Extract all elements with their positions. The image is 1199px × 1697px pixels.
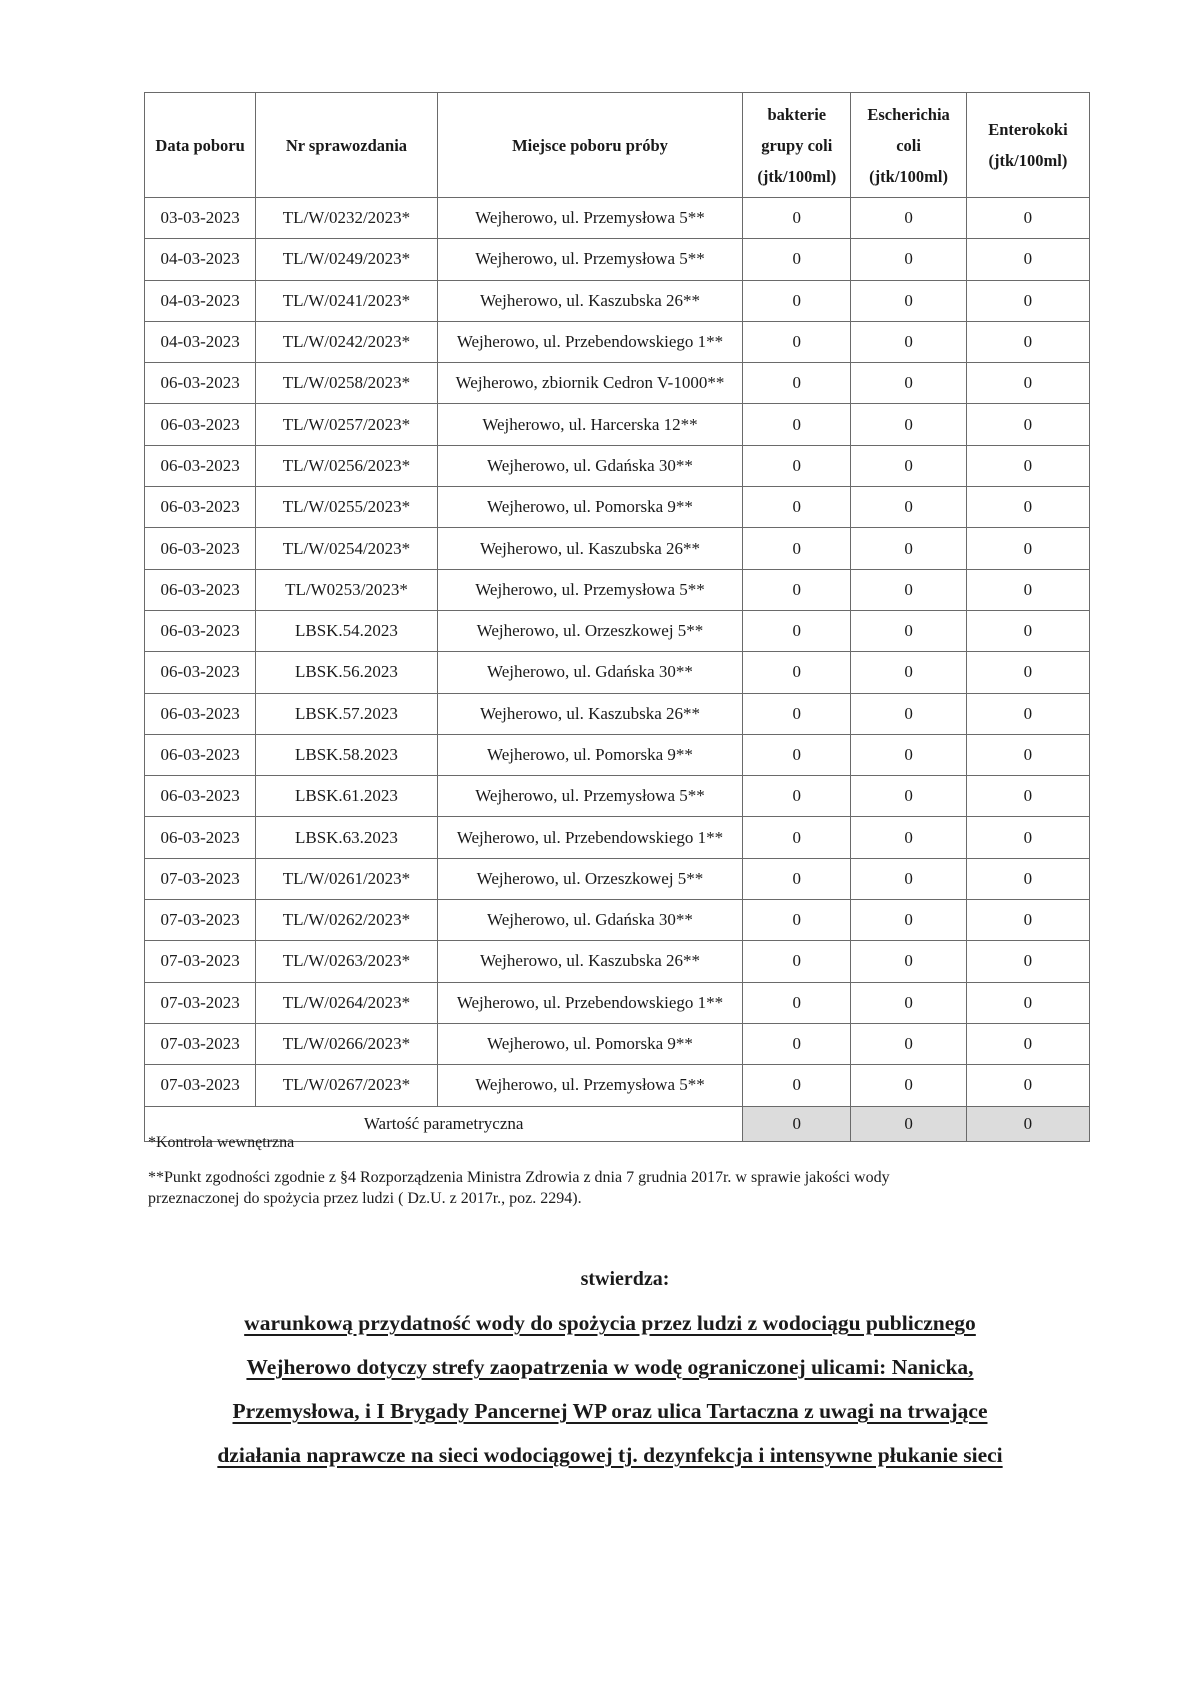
cell-coliform: 0 [743,363,851,404]
table-row [145,445,1090,486]
cell-ecoli: 0 [851,445,967,486]
header-ecoli-line: (jtk/100ml) [869,166,948,186]
cell-report-number: TL/W/0266/2023* [256,1023,437,1064]
cell-report-number: LBSK.63.2023 [256,817,437,858]
table-row [145,858,1090,899]
cell-ecoli: 0 [851,487,967,528]
cell-coliform: 0 [743,445,851,486]
cell-date: 06-03-2023 [145,817,256,858]
footnote-compliance-line: **Punkt zgodności zgodnie z §4 Rozporządzenia Ministra Zdrowia z dnia 7 grudnia 2017r. w sprawie jakości wody [148,1169,890,1186]
cell-coliform: 0 [743,198,851,239]
cell-report-number: TL/W/0258/2023* [256,363,437,404]
table-row [145,239,1090,280]
cell-sampling-place: Wejherowo, ul. Gdańska 30** [437,445,743,486]
cell-enterococci: 0 [966,900,1089,941]
cell-enterococci: 0 [966,363,1089,404]
cell-sampling-place: Wejherowo, ul. Pomorska 9** [437,1023,743,1064]
cell-ecoli: 0 [851,280,967,321]
decision-section [150,1268,1070,1477]
cell-sampling-place: Wejherowo, ul. Przemysłowa 5** [437,1065,743,1106]
footnote-compliance-point [148,1167,1028,1209]
cell-report-number: TL/W/0263/2023* [256,941,437,982]
cell-report-number: TL/W/0264/2023* [256,982,437,1023]
parametric-ecoli: 0 [851,1106,967,1141]
cell-report-number: TL/W/0232/2023* [256,198,437,239]
cell-date: 06-03-2023 [145,734,256,775]
table-row [145,1065,1090,1106]
cell-ecoli: 0 [851,982,967,1023]
cell-report-number: TL/W/0254/2023* [256,528,437,569]
decision-line: warunkową przydatność wody do spożycia przez ludzi z wodociągu publicznego [244,1311,976,1335]
table-row [145,280,1090,321]
cell-coliform: 0 [743,900,851,941]
cell-ecoli: 0 [851,1023,967,1064]
cell-sampling-place: Wejherowo, ul. Przemysłowa 5** [437,239,743,280]
cell-coliform: 0 [743,693,851,734]
cell-date: 07-03-2023 [145,900,256,941]
cell-date: 07-03-2023 [145,982,256,1023]
cell-ecoli: 0 [851,363,967,404]
cell-enterococci: 0 [966,445,1089,486]
header-ecoli-line: coli [896,135,921,155]
cell-date: 06-03-2023 [145,569,256,610]
table-row [145,900,1090,941]
cell-ecoli: 0 [851,198,967,239]
cell-coliform: 0 [743,239,851,280]
cell-date: 06-03-2023 [145,610,256,651]
cell-date: 03-03-2023 [145,198,256,239]
table-row [145,734,1090,775]
cell-date: 07-03-2023 [145,941,256,982]
cell-sampling-place: Wejherowo, ul. Gdańska 30** [437,652,743,693]
cell-enterococci: 0 [966,280,1089,321]
cell-sampling-place: Wejherowo, ul. Kaszubska 26** [437,280,743,321]
cell-coliform: 0 [743,280,851,321]
decision-heading: stwierdza: [580,1268,670,1290]
cell-enterococci: 0 [966,776,1089,817]
cell-date: 07-03-2023 [145,858,256,899]
table-row [145,652,1090,693]
cell-report-number: TL/W/0242/2023* [256,321,437,362]
header-ecoli [851,93,967,198]
cell-ecoli: 0 [851,528,967,569]
cell-date: 06-03-2023 [145,445,256,486]
cell-date: 04-03-2023 [145,239,256,280]
cell-coliform: 0 [743,569,851,610]
table-row [145,321,1090,362]
cell-sampling-place: Wejherowo, ul. Harcerska 12** [437,404,743,445]
cell-sampling-place: Wejherowo, ul. Kaszubska 26** [437,941,743,982]
cell-ecoli: 0 [851,776,967,817]
header-enterococci [966,93,1089,198]
cell-enterococci: 0 [966,528,1089,569]
cell-enterococci: 0 [966,1065,1089,1106]
header-coliform-line: (jtk/100ml) [757,166,837,186]
decision-line: Wejherowo dotyczy strefy zaopatrzenia w wodę ograniczonej ulicami: Nanicka, [246,1355,974,1379]
cell-report-number: TL/W/0262/2023* [256,900,437,941]
header-enterococci-line: Enterokoki [988,120,1068,139]
cell-sampling-place: Wejherowo, ul. Pomorska 9** [437,734,743,775]
cell-enterococci: 0 [966,569,1089,610]
cell-sampling-place: Wejherowo, ul. Przebendowskiego 1** [437,321,743,362]
cell-enterococci: 0 [966,982,1089,1023]
header-coliform-line: grupy coli [761,135,833,155]
cell-ecoli: 0 [851,239,967,280]
cell-ecoli: 0 [851,569,967,610]
cell-report-number: LBSK.57.2023 [256,693,437,734]
cell-coliform: 0 [743,817,851,858]
cell-report-number: TL/W/0255/2023* [256,487,437,528]
cell-report-number: LBSK.56.2023 [256,652,437,693]
cell-date: 06-03-2023 [145,693,256,734]
cell-ecoli: 0 [851,941,967,982]
cell-coliform: 0 [743,487,851,528]
cell-report-number: TL/W0253/2023* [256,569,437,610]
cell-ecoli: 0 [851,858,967,899]
decision-line: działania naprawcze na sieci wodociągowej tj. dezynfekcja i intensywne płukanie sieci [217,1443,1003,1467]
cell-report-number: TL/W/0267/2023* [256,1065,437,1106]
cell-sampling-place: Wejherowo, ul. Gdańska 30** [437,900,743,941]
decision-statement [150,1301,1070,1477]
cell-ecoli: 0 [851,321,967,362]
cell-date: 06-03-2023 [145,528,256,569]
cell-sampling-place: Wejherowo, ul. Kaszubska 26** [437,528,743,569]
cell-ecoli: 0 [851,1065,967,1106]
header-coliform [743,93,851,198]
cell-enterococci: 0 [966,693,1089,734]
table-row [145,941,1090,982]
cell-report-number: TL/W/0241/2023* [256,280,437,321]
cell-date: 06-03-2023 [145,404,256,445]
cell-date: 06-03-2023 [145,363,256,404]
table-row [145,569,1090,610]
cell-enterococci: 0 [966,1023,1089,1064]
cell-enterococci: 0 [966,198,1089,239]
cell-enterococci: 0 [966,321,1089,362]
header-ecoli-line: Escherichia [867,104,950,124]
decision-line: Przemysłowa, i I Brygady Pancernej WP oraz ulica Tartaczna z uwagi na trwające [232,1399,988,1423]
cell-enterococci: 0 [966,652,1089,693]
cell-coliform: 0 [743,776,851,817]
cell-report-number: TL/W/0256/2023* [256,445,437,486]
table-row [145,404,1090,445]
cell-coliform: 0 [743,321,851,362]
cell-sampling-place: Wejherowo, ul. Przemysłowa 5** [437,198,743,239]
table-row [145,982,1090,1023]
header-date: Data poboru [145,93,256,198]
table-row [145,817,1090,858]
parametric-value-label: Wartość parametryczna [145,1106,743,1141]
cell-sampling-place: Wejherowo, ul. Pomorska 9** [437,487,743,528]
cell-enterococci: 0 [966,858,1089,899]
cell-enterococci: 0 [966,941,1089,982]
table-row [145,1023,1090,1064]
cell-report-number: TL/W/0261/2023* [256,858,437,899]
footnote-internal-control: *Kontrola wewnętrzna [148,1134,295,1151]
table-header-row [145,93,1090,198]
results-table [144,92,1090,1142]
cell-coliform: 0 [743,734,851,775]
cell-enterococci: 0 [966,610,1089,651]
cell-sampling-place: Wejherowo, ul. Przebendowskiego 1** [437,982,743,1023]
cell-coliform: 0 [743,404,851,445]
cell-date: 07-03-2023 [145,1065,256,1106]
cell-enterococci: 0 [966,817,1089,858]
cell-enterococci: 0 [966,404,1089,445]
cell-enterococci: 0 [966,734,1089,775]
header-sampling-place: Miejsce poboru próby [437,93,743,198]
table-row [145,610,1090,651]
cell-report-number: LBSK.61.2023 [256,776,437,817]
cell-ecoli: 0 [851,652,967,693]
cell-report-number: TL/W/0257/2023* [256,404,437,445]
cell-ecoli: 0 [851,900,967,941]
table-body [145,198,1090,1107]
cell-coliform: 0 [743,610,851,651]
cell-sampling-place: Wejherowo, zbiornik Cedron V-1000** [437,363,743,404]
cell-report-number: LBSK.54.2023 [256,610,437,651]
cell-coliform: 0 [743,1023,851,1064]
cell-enterococci: 0 [966,487,1089,528]
cell-date: 04-03-2023 [145,321,256,362]
cell-ecoli: 0 [851,817,967,858]
cell-sampling-place: Wejherowo, ul. Przemysłowa 5** [437,569,743,610]
cell-sampling-place: Wejherowo, ul. Przemysłowa 5** [437,776,743,817]
cell-sampling-place: Wejherowo, ul. Orzeszkowej 5** [437,858,743,899]
table-row [145,693,1090,734]
table-row [145,776,1090,817]
cell-sampling-place: Wejherowo, ul. Orzeszkowej 5** [437,610,743,651]
cell-date: 07-03-2023 [145,1023,256,1064]
table-row [145,363,1090,404]
cell-coliform: 0 [743,528,851,569]
header-enterococci-line: (jtk/100ml) [988,151,1068,170]
header-report-number: Nr sprawozdania [256,93,437,198]
footnotes [148,1132,1028,1209]
footnote-compliance-line: przeznaczonej do spożycia przez ludzi ( Dz.U. z 2017r., poz. 2294). [148,1190,582,1207]
table-row [145,487,1090,528]
cell-date: 06-03-2023 [145,487,256,528]
parametric-coliform: 0 [743,1106,851,1141]
cell-ecoli: 0 [851,610,967,651]
cell-report-number: TL/W/0249/2023* [256,239,437,280]
cell-ecoli: 0 [851,693,967,734]
table-row [145,528,1090,569]
parametric-enterococci: 0 [966,1106,1089,1141]
cell-enterococci: 0 [966,239,1089,280]
cell-coliform: 0 [743,941,851,982]
cell-date: 06-03-2023 [145,776,256,817]
cell-date: 06-03-2023 [145,652,256,693]
cell-sampling-place: Wejherowo, ul. Przebendowskiego 1** [437,817,743,858]
cell-report-number: LBSK.58.2023 [256,734,437,775]
cell-sampling-place: Wejherowo, ul. Kaszubska 26** [437,693,743,734]
cell-ecoli: 0 [851,734,967,775]
cell-coliform: 0 [743,982,851,1023]
cell-date: 04-03-2023 [145,280,256,321]
cell-coliform: 0 [743,1065,851,1106]
cell-coliform: 0 [743,858,851,899]
table-row [145,198,1090,239]
header-coliform-line: bakterie [767,104,827,124]
cell-coliform: 0 [743,652,851,693]
cell-ecoli: 0 [851,404,967,445]
